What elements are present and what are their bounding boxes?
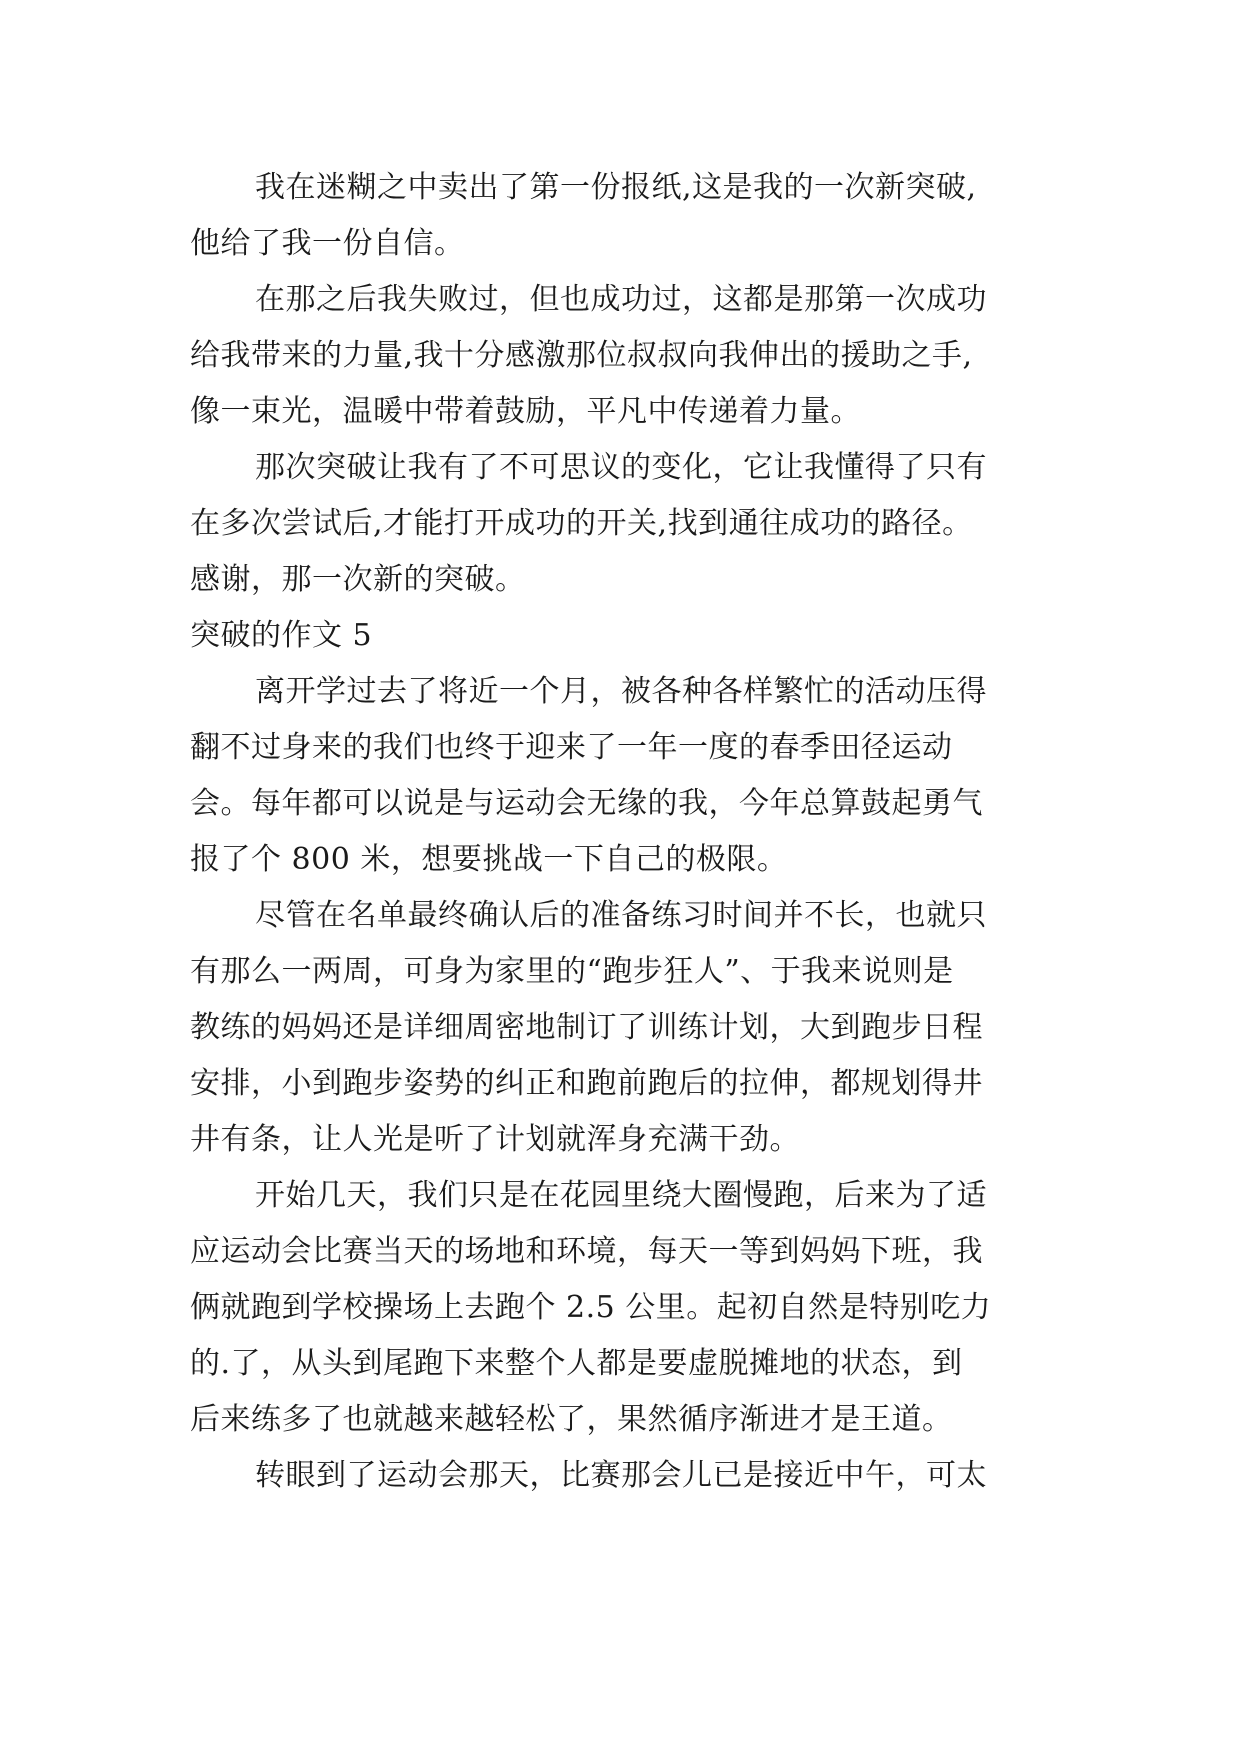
text-line: 在那之后我失败过，但也成功过，这都是那第一次成功 — [255, 282, 987, 317]
text-line: 感谢，那一次新的突破。 — [190, 562, 526, 597]
text-line: 后来练多了也就越来越轻松了，果然循序渐进才是王道。 — [190, 1402, 953, 1437]
text-line: 我在迷糊之中卖出了第一份报纸,这是我的一次新突破, — [255, 170, 977, 205]
text-line: 在多次尝试后,才能打开成功的开关,找到通往成功的路径。 — [190, 506, 973, 541]
text-line: 给我带来的力量,我十分感激那位叔叔向我伸出的援助之手, — [190, 338, 973, 373]
text-line: 那次突破让我有了不可思议的变化，它让我懂得了只有 — [255, 450, 987, 485]
text-line: 像一束光，温暖中带着鼓励，平凡中传递着力量。 — [190, 394, 861, 429]
section-heading: 突破的作文 5 — [190, 618, 373, 653]
text-line: 俩就跑到学校操场上去跑个 2.5 公里。起初自然是特别吃力 — [190, 1290, 992, 1325]
text-line: 井有条，让人光是听了计划就浑身充满干劲。 — [190, 1122, 800, 1157]
text-line: 有那么一两周，可身为家里的“跑步狂人”、于我来说则是 — [190, 954, 954, 989]
text-line: 报了个 800 米，想要挑战一下自己的极限。 — [190, 842, 788, 877]
text-line: 应运动会比赛当天的场地和环境，每天一等到妈妈下班，我 — [190, 1234, 983, 1269]
text-line: 离开学过去了将近一个月，被各种各样繁忙的活动压得 — [255, 674, 987, 709]
text-line: 会。每年都可以说是与运动会无缘的我，今年总算鼓起勇气 — [190, 786, 983, 821]
text-line: 教练的妈妈还是详细周密地制订了训练计划，大到跑步日程 — [190, 1010, 983, 1045]
text-line: 翻不过身来的我们也终于迎来了一年一度的春季田径运动 — [190, 730, 953, 765]
text-line: 他给了我一份自信。 — [190, 226, 465, 261]
text-line: 转眼到了运动会那天，比赛那会儿已是接近中午，可太 — [255, 1458, 987, 1493]
text-line: 安排，小到跑步姿势的纠正和跑前跑后的拉伸，都规划得井 — [190, 1066, 983, 1101]
text-line: 尽管在名单最终确认后的准备练习时间并不长，也就只 — [255, 898, 987, 933]
text-line: 开始几天，我们只是在花园里绕大圈慢跑，后来为了适 — [255, 1178, 987, 1213]
text-line: 的.了，从头到尾跑下来整个人都是要虚脱摊地的状态，到 — [190, 1346, 963, 1381]
